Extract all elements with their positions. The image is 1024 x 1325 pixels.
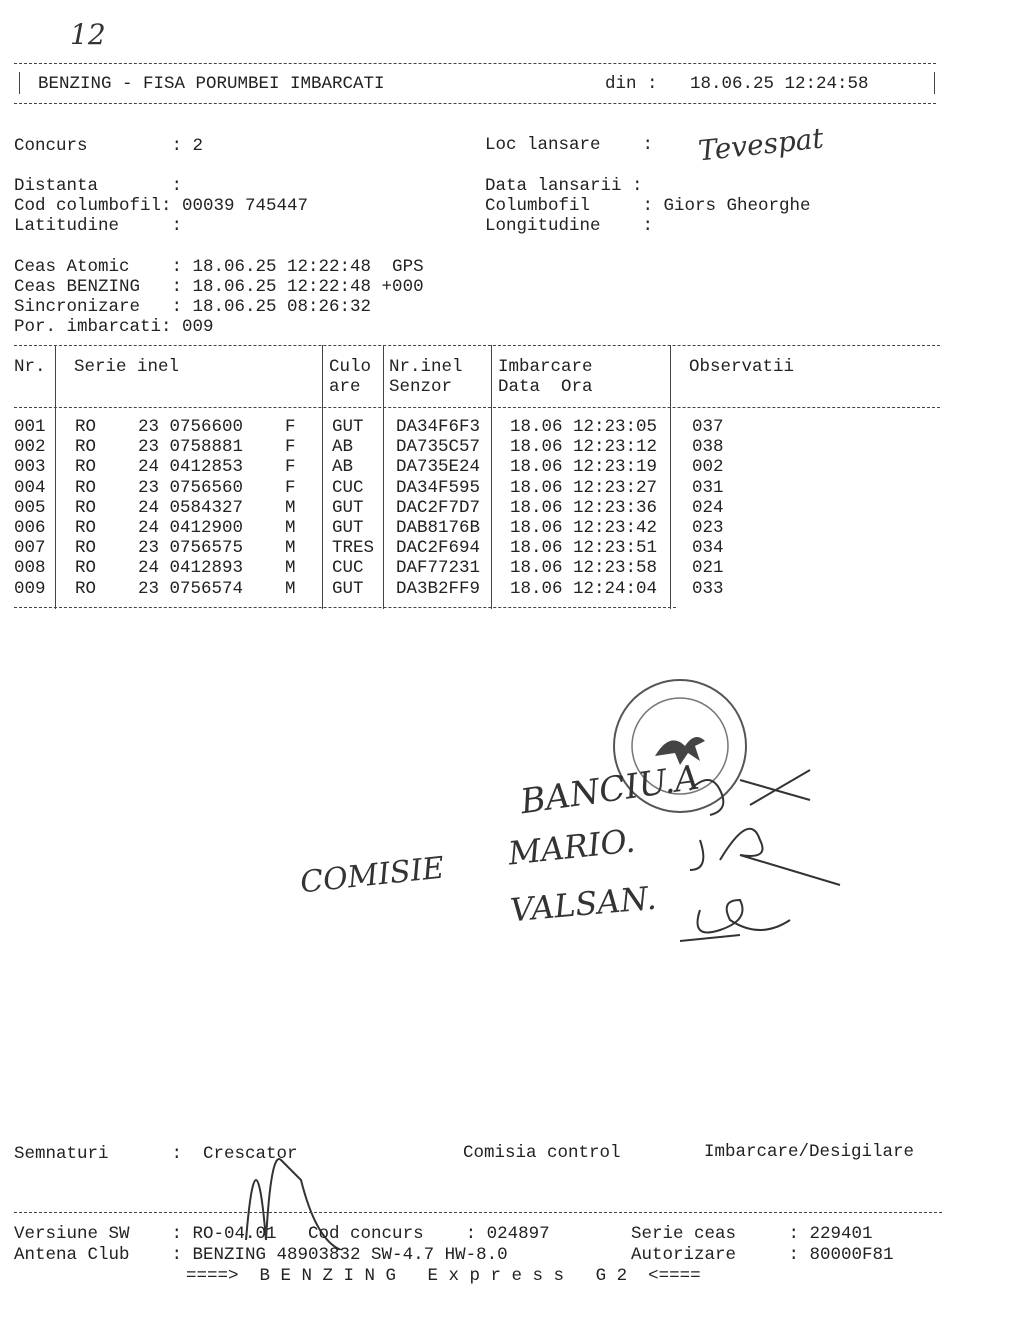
ceas-benzing-field: Ceas BENZING : 18.06.25 12:22:48 +000 [14,277,424,297]
row-serie: RO 24 0412900 M [54,518,296,539]
row-senzor: DAF77231 [396,558,481,579]
row-culoare: CUC [332,477,364,498]
sincronizare-field: Sincronizare : 18.06.25 08:26:32 [14,297,372,317]
col-header-imbarcare-1: Imbarcare [498,357,593,377]
col-header-nr: Nr. [14,357,46,377]
col-header-senzor-2: Senzor [389,377,453,397]
col-header-observatii: Observatii [689,357,795,377]
row-culoare: AB [332,437,354,458]
serie-ceas-field: Serie ceas : 229401 [631,1224,873,1244]
row-serie: RO 23 0756575 M [54,538,296,559]
distanta-field: Distanta : [14,176,183,196]
comisie-handwritten: COMISIE [298,850,446,901]
row-observatii: 031 [692,477,724,498]
row-nr: 008 [14,558,46,579]
row-culoare: TRES [332,538,375,559]
row-observatii: 037 [692,417,724,438]
row-nr: 009 [14,578,46,599]
row-serie: RO 24 0412853 F [54,457,296,478]
col-header-imbarcare-2: Data Ora [498,377,593,397]
header-right-border [934,72,935,94]
commission-signatures [680,760,860,960]
comisia-control-label: Comisia control [463,1143,621,1163]
row-nr: 004 [14,477,46,498]
date-value: 18.06.25 12:24:58 [690,74,869,94]
cod-columbofil-field: Cod columbofil: 00039 745447 [14,196,309,216]
loc-lansare-handwritten: Tevespat [696,121,826,168]
row-senzor: DAC2F7D7 [396,497,481,518]
row-serie: RO 24 0584327 M [54,497,296,518]
table-row [14,538,952,558]
table-row [14,457,952,477]
table-row [14,478,952,498]
pigeon-table [14,417,952,599]
row-serie: RO 23 0756600 F [54,417,296,438]
table-header-rule [14,407,940,408]
row-nr: 005 [14,497,46,518]
table-row [14,518,952,538]
commission-name-1: BANCIU.A [518,757,702,823]
table-top-rule [14,345,940,346]
col-header-culoare-1: Culo [329,357,372,377]
row-observatii: 002 [692,457,724,478]
table-row [14,558,952,578]
columbofil-field: Columbofil : Giors Gheorghe [485,196,811,216]
row-senzor: DA3B2FF9 [396,578,481,599]
row-culoare: GUT [332,497,364,518]
data-lansarii-field: Data lansarii : [485,176,643,196]
row-imbarcare: 18.06 12:23:12 [510,437,658,458]
row-observatii: 024 [692,497,724,518]
row-imbarcare: 18.06 12:24:04 [510,578,658,599]
row-nr: 006 [14,518,46,539]
row-imbarcare: 18.06 12:23:27 [510,477,658,498]
row-culoare: GUT [332,518,364,539]
header-left-border [19,72,20,94]
loc-lansare-field: Loc lansare : [485,135,654,155]
row-observatii: 021 [692,558,724,579]
date-label: din : [605,74,658,94]
table-row [14,579,952,599]
row-imbarcare: 18.06 12:23:51 [510,538,658,559]
versiune-sw-field: Versiune SW : RO-04.01 Cod concurs : 024897 [14,1224,550,1244]
row-senzor: DAC2F694 [396,538,481,559]
row-senzor: DA34F6F3 [396,417,481,438]
antena-club-field: Antena Club : BENZING 48903832 SW-4.7 HW-8.0 [14,1245,508,1265]
header-bottom-rule [14,103,936,104]
por-imbarcati-field: Por. imbarcati: 009 [14,317,214,337]
row-imbarcare: 18.06 12:23:19 [510,457,658,478]
footer-rule [14,1212,942,1213]
row-observatii: 033 [692,578,724,599]
col-header-senzor-1: Nr.inel [389,357,463,377]
row-serie: RO 23 0756560 F [54,477,296,498]
row-imbarcare: 18.06 12:23:36 [510,497,658,518]
row-culoare: GUT [332,578,364,599]
row-culoare: GUT [332,417,364,438]
row-imbarcare: 18.06 12:23:58 [510,558,658,579]
table-bottom-rule [14,607,676,608]
row-serie: RO 23 0758881 F [54,437,296,458]
row-serie: RO 23 0756574 M [54,578,296,599]
table-row [14,417,952,437]
autorizare-field: Autorizare : 80000F81 [631,1245,894,1265]
row-nr: 001 [14,417,46,438]
row-imbarcare: 18.06 12:23:42 [510,518,658,539]
table-row [14,498,952,518]
row-nr: 007 [14,538,46,559]
col-header-serie: Serie inel [74,357,180,377]
page-number: 12 [70,18,106,51]
row-serie: RO 24 0412893 M [54,558,296,579]
row-senzor: DA34F595 [396,477,481,498]
ceas-atomic-field: Ceas Atomic : 18.06.25 12:22:48 GPS [14,257,424,277]
row-observatii: 034 [692,538,724,559]
row-senzor: DA735E24 [396,457,481,478]
benzing-express-banner: ====> B E N Z I N G E x p r e s s G 2 <==== [186,1266,701,1286]
row-imbarcare: 18.06 12:23:05 [510,417,658,438]
commission-name-3: VALSAN. [508,878,658,930]
row-senzor: DAB8176B [396,518,481,539]
longitudine-field: Longitudine : [485,216,654,236]
col-header-culoare-2: are [329,377,361,397]
row-nr: 002 [14,437,46,458]
latitudine-field: Latitudine : [14,216,183,236]
commission-name-2: MARIO. [506,821,637,873]
concurs-field: Concurs : 2 [14,136,204,156]
document-title: BENZING - FISA PORUMBEI IMBARCATI [38,74,385,94]
imbarcare-desigilare-label: Imbarcare/Desigilare [704,1142,915,1162]
row-observatii: 023 [692,518,724,539]
row-nr: 003 [14,457,46,478]
row-observatii: 038 [692,437,724,458]
row-senzor: DA735C57 [396,437,481,458]
table-row [14,437,952,457]
semnaturi-label: Semnaturi : Crescator [14,1144,298,1164]
row-culoare: CUC [332,558,364,579]
row-culoare: AB [332,457,354,478]
header-top-rule [14,63,936,64]
